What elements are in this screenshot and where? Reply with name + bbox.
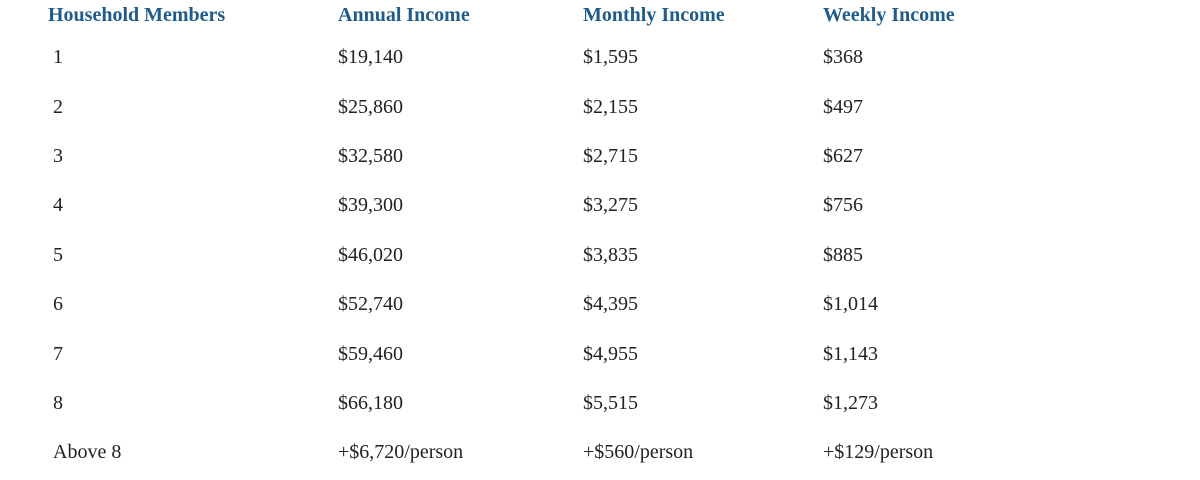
cell-annual-income: +$6,720/person bbox=[338, 441, 464, 464]
spacer-cell bbox=[0, 0, 48, 30]
spacer-cell bbox=[0, 379, 48, 428]
cell-annual-income: $19,140 bbox=[338, 46, 403, 69]
table-row bbox=[0, 30, 1200, 82]
cell-weekly-income: $756 bbox=[823, 194, 863, 217]
cell-annual-income: $52,740 bbox=[338, 293, 403, 316]
table-row bbox=[0, 132, 1200, 181]
spacer-cell bbox=[0, 30, 48, 82]
spacer-cell bbox=[0, 181, 48, 230]
table-row bbox=[0, 231, 1200, 280]
cell-annual-income: $25,860 bbox=[338, 95, 403, 118]
spacer-cell bbox=[0, 82, 48, 131]
header-weekly-income: Weekly Income bbox=[823, 3, 955, 26]
table-body bbox=[0, 30, 1200, 478]
cell-household-members: 4 bbox=[53, 194, 63, 217]
table-header bbox=[0, 0, 1200, 30]
cell-annual-income: $32,580 bbox=[338, 144, 403, 167]
cell-weekly-income: $1,014 bbox=[823, 293, 878, 316]
cell-weekly-income: $1,273 bbox=[823, 391, 878, 414]
cell-monthly-income: $2,155 bbox=[583, 95, 638, 118]
cell-monthly-income: $4,395 bbox=[583, 293, 638, 316]
cell-monthly-income: $3,835 bbox=[583, 243, 638, 266]
cell-weekly-income: $368 bbox=[823, 46, 863, 69]
spacer-cell bbox=[0, 428, 48, 477]
spacer-cell bbox=[0, 132, 48, 181]
cell-monthly-income: $4,955 bbox=[583, 342, 638, 365]
cell-monthly-income: $3,275 bbox=[583, 194, 638, 217]
cell-household-members: 2 bbox=[53, 95, 63, 118]
header-monthly-income: Monthly Income bbox=[583, 3, 725, 26]
table-row bbox=[0, 181, 1200, 230]
cell-weekly-income: +$129/person bbox=[823, 441, 934, 464]
cell-monthly-income: $1,595 bbox=[583, 46, 638, 69]
cell-monthly-income: $2,715 bbox=[583, 144, 638, 167]
header-annual-income: Annual Income bbox=[338, 3, 470, 26]
cell-weekly-income: $497 bbox=[823, 95, 863, 118]
cell-annual-income: $39,300 bbox=[338, 194, 403, 217]
cell-household-members: 3 bbox=[53, 144, 63, 167]
cell-household-members: Above 8 bbox=[53, 441, 122, 464]
cell-annual-income: $46,020 bbox=[338, 243, 403, 266]
cell-household-members: 5 bbox=[53, 243, 63, 266]
header-household-members: Household Members bbox=[48, 3, 226, 26]
spacer-cell bbox=[0, 231, 48, 280]
cell-household-members: 8 bbox=[53, 391, 63, 414]
cell-annual-income: $66,180 bbox=[338, 391, 403, 414]
table-row bbox=[0, 428, 1200, 477]
cell-annual-income: $59,460 bbox=[338, 342, 403, 365]
table-row bbox=[0, 329, 1200, 378]
cell-household-members: 6 bbox=[53, 293, 63, 316]
spacer-cell bbox=[0, 280, 48, 329]
cell-household-members: 7 bbox=[53, 342, 63, 365]
header-row bbox=[0, 0, 1200, 30]
table-row bbox=[0, 82, 1200, 131]
spacer-cell bbox=[0, 329, 48, 378]
table-row bbox=[0, 379, 1200, 428]
table-row bbox=[0, 280, 1200, 329]
cell-weekly-income: $627 bbox=[823, 144, 863, 167]
cell-weekly-income: $1,143 bbox=[823, 342, 878, 365]
cell-household-members: 1 bbox=[53, 46, 63, 69]
cell-monthly-income: +$560/person bbox=[583, 441, 694, 464]
cell-weekly-income: $885 bbox=[823, 243, 863, 266]
cell-monthly-income: $5,515 bbox=[583, 391, 638, 414]
